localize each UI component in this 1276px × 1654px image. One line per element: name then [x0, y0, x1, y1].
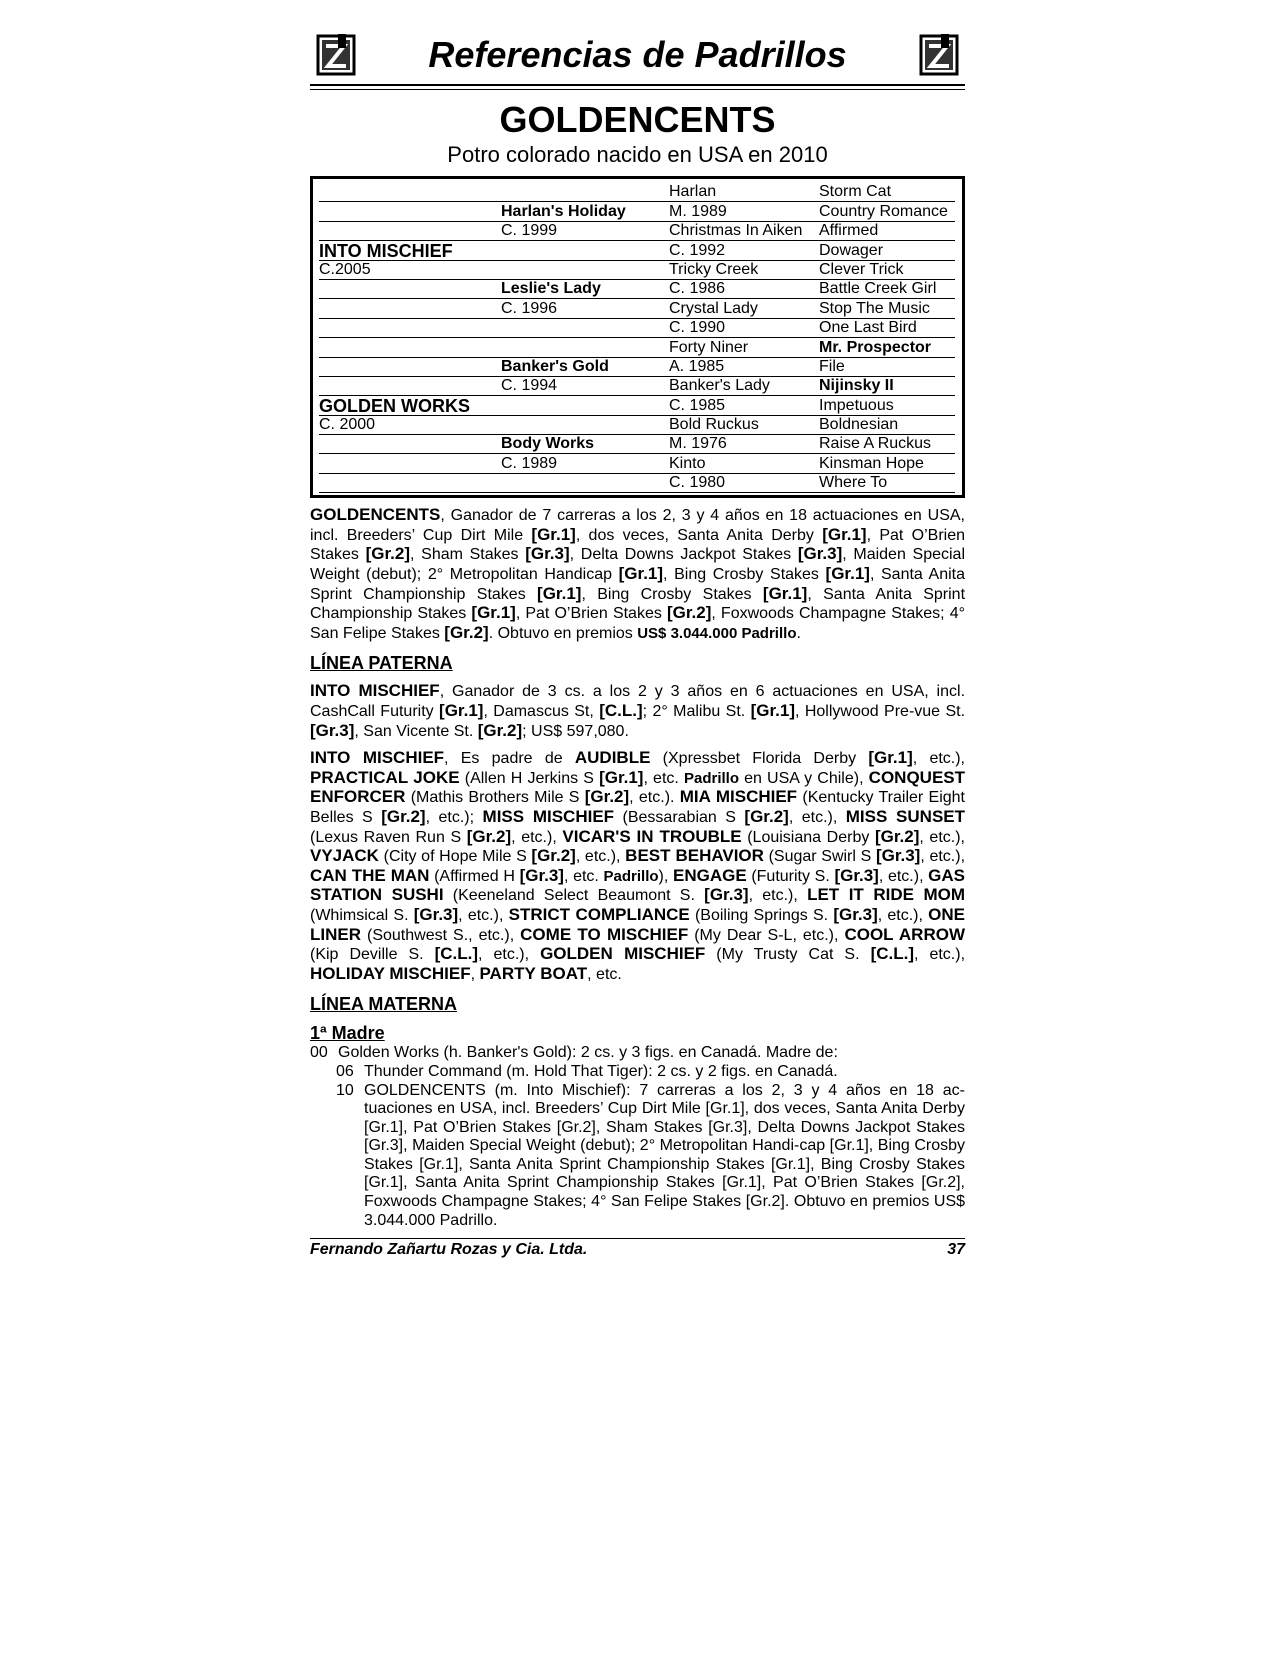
pedigree-cell: A. 1985: [669, 358, 819, 377]
text-run: , etc.),: [914, 946, 966, 964]
text-run: , Ganador de 3 cs. a los 2 y 3 años en 6 actuaciones en USA, incl. CashCall Futurity: [310, 683, 966, 720]
grade-badge: [Gr.1]: [722, 1174, 762, 1192]
grade-badge: [C.L.]: [870, 944, 914, 964]
grade-badge: [Gr.3]: [834, 865, 879, 885]
pedigree-cell: [319, 201, 501, 202]
first-dam-heading: 1ª Madre: [310, 1023, 385, 1044]
pedigree-cell: [319, 318, 501, 319]
pedigree-cell: C. 1994: [501, 377, 669, 396]
grade-badge: [Gr.1]: [868, 748, 913, 768]
pedigree-cell: C.2005: [319, 261, 501, 280]
text-run: en USA y Chile),: [738, 769, 869, 787]
section-heading-paterna: LÍNEA PATERNA: [310, 653, 453, 674]
horse-name-inline: VICAR'S IN TROUBLE: [562, 826, 742, 846]
page-title: Referencias de Padrillos: [428, 34, 847, 75]
text-run: (Boiling Springs S.: [689, 906, 834, 924]
dam-entry-text: [364, 1082, 965, 1231]
text-run: , Foxwoods Champagne Stakes; 4° San Felipe Stakes: [310, 605, 965, 642]
text-run: , etc.);: [425, 808, 483, 826]
text-run: (My Trusty Cat S.: [705, 946, 871, 964]
pedigree-row: [319, 261, 956, 280]
text-run: , dos veces, Santa Anita Derby: [744, 1100, 965, 1118]
foal-year-code: 00: [310, 1044, 328, 1062]
grade-badge: [Gr.2]: [666, 603, 712, 623]
grade-badge: [Gr.3]: [519, 865, 564, 885]
horse-name-inline: INTO MISCHIEF: [310, 748, 445, 768]
grade-badge: [Gr.3]: [708, 1118, 748, 1136]
pedigree-cell: Storm Cat: [819, 183, 955, 202]
pedigree-cell: Stop The Music: [819, 300, 955, 319]
grade-badge: [C.L.]: [434, 944, 479, 964]
pedigree-cell: INTO MISCHIEF: [319, 242, 501, 261]
text-run: (Sugar Swirl S: [763, 848, 876, 866]
pedigree-cell: Harlan: [669, 183, 819, 202]
pedigree-cell: M. 1989: [669, 203, 819, 222]
pedigree-cell: [501, 415, 669, 416]
text-run: . Obtuvo en premios: [488, 624, 638, 642]
text-run: , Santa Anita Sprint Championship Stakes: [458, 1155, 771, 1173]
text-run: (Lexus Raven Run S: [310, 828, 467, 846]
pedigree-row: [319, 319, 956, 338]
pedigree-cell: Bold Ruckus: [669, 416, 819, 435]
pedigree-cell: Leslie's Lady: [501, 280, 669, 299]
pedigree-row: [319, 241, 956, 260]
horse-name-inline: INTO MISCHIEF: [310, 681, 440, 701]
pedigree-cell: Raise A Ruckus: [819, 435, 955, 454]
pedigree-cell: Boldnesian: [819, 416, 955, 435]
text-run: , etc.),: [877, 906, 929, 924]
text-run: , etc.),: [788, 808, 846, 826]
horse-name-inline: MISS SUNSET: [845, 806, 966, 826]
dam-entry: [310, 1044, 965, 1063]
pedigree-row: [319, 280, 956, 299]
grade-badge: [Gr.1]: [537, 583, 582, 603]
text-run: Golden Works (h. Banker's Gold): 2 cs. y 3 figs. en Canadá. Madre de:: [338, 1044, 838, 1062]
text-run: , Delta Downs Jackpot Stakes: [569, 546, 798, 564]
pedigree-cell: Mr. Prospector: [819, 339, 955, 358]
grade-badge: [Gr.3]: [797, 544, 843, 564]
grade-badge: [Gr.1]: [750, 701, 796, 720]
text-run: , Es padre de: [444, 750, 575, 768]
grade-badge: [Gr.1]: [471, 603, 516, 623]
pedigree-cell: C. 1989: [501, 455, 669, 474]
text-run: (Whimsical S.: [310, 906, 414, 924]
grade-badge: [Gr.2]: [744, 806, 789, 826]
text-run: (Kip Deville S.: [310, 946, 435, 964]
pedigree-cell: C. 1990: [669, 319, 819, 338]
pedigree-row: [319, 202, 956, 221]
horse-name-inline: MIA MISCHIEF: [679, 787, 798, 807]
pedigree-cell: [319, 221, 501, 222]
horse-name-inline: GOLDEN MISCHIEF: [540, 944, 706, 964]
text-run: ; US$ 597,080.: [522, 722, 629, 740]
grade-badge: [Gr.1]: [705, 1100, 745, 1118]
grade-badge: [Gr.1]: [599, 767, 644, 787]
sire-progeny-paragraph: [310, 749, 965, 984]
pedigree-cell: Country Romance: [819, 203, 955, 222]
grade-badge: [Gr.2]: [365, 544, 411, 564]
text-run: (Bessarabian S: [614, 808, 745, 826]
text-run: , etc.),: [912, 750, 965, 768]
pedigree-cell: Forty Niner: [669, 339, 819, 358]
text-run: .: [796, 624, 801, 642]
grade-badge: [Gr.3]: [525, 544, 570, 564]
grade-badge: [Gr.2]: [381, 806, 426, 826]
horse-name-inline: HOLIDAY MISCHIEF: [310, 963, 471, 983]
text-run: , Pat O’Brien Stakes: [310, 526, 966, 564]
pedigree-table: [310, 176, 965, 498]
pedigree-cell: Kinto: [669, 455, 819, 474]
pedigree-cell: Harlan's Holiday: [501, 203, 669, 222]
horse-name-inline: PRACTICAL JOKE: [310, 767, 460, 787]
horse-name-inline: ENGAGE: [672, 865, 747, 885]
horse-name-inline: COOL ARROW: [844, 924, 965, 944]
pedigree-cell: C. 1986: [669, 280, 819, 299]
pedigree-cell: [319, 376, 501, 377]
grade-badge: [Gr.1]: [829, 1137, 869, 1155]
grade-badge: [Gr.3]: [704, 885, 749, 905]
grade-badge: [Gr.2]: [745, 1193, 785, 1211]
text-run: , Pat O’Brien Stakes: [761, 1174, 922, 1192]
horse-name-inline: GAS STATION SUSHI: [310, 865, 966, 905]
horse-name-inline: LET IT RIDE MOM: [807, 885, 966, 905]
text-run: (Louisiana Derby: [741, 828, 875, 846]
pedigree-cell: Tricky Creek: [669, 261, 819, 280]
text-run: , etc.).: [629, 789, 680, 807]
pedigree-cell: GOLDEN WORKS: [319, 397, 501, 416]
pedigree-cell: C. 1992: [669, 242, 819, 261]
horse-name-inline: AUDIBLE: [574, 748, 651, 768]
pedigree-cell: Nijinsky II: [819, 377, 955, 396]
foal-year-code: 10: [336, 1081, 354, 1099]
grade-badge: [C.L.]: [599, 701, 643, 720]
grade-badge: [Gr.1]: [825, 564, 870, 584]
pedigree-cell: Dowager: [819, 242, 955, 261]
text-run: (Affirmed H: [429, 867, 520, 885]
text-run: ),: [658, 867, 673, 885]
grade-badge: [Gr.2]: [444, 622, 489, 642]
grade-badge: [Gr.1]: [762, 583, 808, 603]
text-run: , Bing Crosby Stakes: [810, 1155, 966, 1173]
horse-description: Potro colorado nacido en USA en 2010: [447, 142, 828, 167]
grade-badge: [Gr.1]: [531, 524, 576, 544]
pedigree-cell: Christmas In Aiken: [669, 222, 819, 241]
text-run: , Sham Stakes: [595, 1118, 709, 1136]
text-run: (Mathis Brothers Mile S: [405, 789, 585, 807]
horse-name-inline: BEST BEHAVIOR: [625, 846, 764, 866]
text-run: , Pat O’Brien Stakes: [515, 605, 667, 623]
pedigree-cell: C. 2000: [319, 416, 501, 435]
grade-badge: [Gr.3]: [833, 904, 878, 924]
dam-entry: [310, 1082, 965, 1231]
text-run: , Maiden Special Weight (debut); 2° Metropolitan Handicap: [310, 546, 966, 584]
text-run: , etc.: [643, 769, 684, 787]
text-run: , etc.),: [478, 946, 541, 964]
text-run: , Bing Crosby Stakes: [581, 585, 763, 603]
text-run: , etc.),: [748, 887, 808, 905]
grade-badge: [Gr.1]: [770, 1155, 811, 1173]
text-run: Thunder Command (m. Hold That Tiger): 2 cs. y 2 figs. en Canadá.: [364, 1062, 838, 1080]
foal-year-code: 06: [336, 1062, 354, 1080]
grade-badge: [Gr.2]: [556, 1118, 596, 1136]
text-run: , Damascus St,: [483, 703, 600, 720]
horse-name-inline: CONQUEST ENFORCER: [310, 767, 966, 807]
text-run: (My Dear S-L, etc.),: [688, 926, 845, 944]
text-run: , Hollywood Pre-vue St.: [795, 703, 966, 720]
pedigree-cell: Where To: [819, 474, 955, 493]
emphasis-text: Padrillo: [603, 867, 659, 885]
pedigree-row: [319, 358, 956, 377]
dam-entry-text: [364, 1063, 965, 1082]
horse-name-inline: GOLDENCENTS: [364, 1081, 486, 1099]
text-run: , Santa Anita Sprint Championship Stakes: [310, 566, 966, 603]
footer-publisher: Fernando Zañartu Rozas y Cia. Ltda.: [310, 1241, 588, 1259]
text-run: . Obtuvo en premios: [784, 1193, 934, 1211]
text-run: , Sham Stakes: [410, 546, 526, 564]
pedigree-cell: C. 1980: [669, 474, 819, 493]
pedigree-row: [319, 377, 956, 396]
grade-badge: [Gr.3]: [310, 720, 355, 740]
text-run: , etc.),: [920, 848, 966, 866]
emphasis-text: Padrillo: [683, 769, 739, 787]
zr-monogram-logo-icon: [917, 32, 961, 78]
pedigree-row: [319, 454, 956, 473]
text-run: (City of Hope Mile S: [378, 848, 532, 866]
text-run: , etc.),: [458, 906, 509, 924]
pedigree-cell: [319, 492, 501, 493]
pedigree-row: [319, 396, 956, 415]
pedigree-row: [319, 183, 956, 202]
pedigree-cell: Banker's Gold: [501, 358, 669, 377]
grade-badge: [Gr.2]: [466, 826, 512, 846]
pedigree-cell: Body Works: [501, 435, 669, 454]
text-run: , Foxwoods Champagne Stakes; 4° San Felipe Stakes: [364, 1174, 965, 1211]
text-run: , etc.),: [511, 828, 563, 846]
grade-badge: [Gr.1]: [439, 701, 484, 720]
grade-badge: [Gr.3]: [364, 1137, 404, 1155]
pedigree-cell: [319, 357, 501, 358]
dam-entry-text: [338, 1044, 965, 1063]
sire-record-paragraph: [310, 682, 965, 741]
horse-name-inline: ONE LINER: [310, 904, 966, 944]
text-run: , etc.: [563, 867, 604, 885]
grade-badge: [Gr.1]: [419, 1155, 459, 1173]
text-run: (Allen H Jerkins S: [459, 769, 600, 787]
text-run: ,: [470, 965, 480, 983]
pedigree-row: [319, 474, 956, 493]
pedigree-row: [319, 299, 956, 318]
pedigree-cell: [501, 492, 669, 493]
emphasis-text: US$ 3.044.000 Padrillo: [364, 1193, 966, 1229]
pedigree-cell: Impetuous: [819, 397, 955, 416]
grade-badge: [Gr.2]: [531, 846, 576, 866]
pedigree-cell: Banker's Lady: [669, 377, 819, 396]
pedigree-cell: Battle Creek Girl: [819, 280, 955, 299]
text-run: , Ganador de 7 carreras a los 2, 3 y 4 años en 18 actuaciones en USA, incl. Breeders’ Cup Dirt Mile: [310, 507, 965, 544]
pedigree-cell: Affirmed: [819, 222, 955, 241]
grade-badge: [Gr.2]: [874, 826, 920, 846]
horse-name-inline: MISS MISCHIEF: [482, 806, 615, 826]
pedigree-cell: [319, 337, 501, 338]
text-run: , dos veces, Santa Anita Derby: [575, 526, 823, 544]
section-heading-materna: LÍNEA MATERNA: [310, 994, 457, 1015]
text-run: (Futurity S.: [746, 867, 835, 885]
text-run: ; 2° Malibu St.: [642, 703, 751, 720]
text-run: (Keeneland Select Beaumont S.: [443, 887, 705, 905]
text-run: , Santa Anita Sprint Championship Stakes: [403, 1174, 723, 1192]
text-run: , Santa Anita Sprint Championship Stakes: [310, 585, 966, 623]
text-run: , Bing Crosby Stakes: [364, 1137, 965, 1173]
text-run: , etc.),: [575, 848, 626, 866]
pedigree-row: [319, 416, 956, 435]
text-run: , Delta Downs Jackpot Stakes: [747, 1118, 965, 1136]
text-run: (Southwest S., etc.),: [361, 926, 521, 944]
text-run: , etc.),: [919, 828, 965, 846]
page-footer: [310, 1238, 965, 1259]
horse-name-inline: CAN THE MAN: [310, 865, 430, 885]
pedigree-row: [319, 338, 956, 357]
horse-name-inline: COME TO MISCHIEF: [520, 924, 689, 944]
dam-entry: [310, 1063, 965, 1082]
text-run: , Maiden Special Weight (debut); 2° Metropolitan Handi-cap: [403, 1137, 830, 1155]
grade-badge: [Gr.1]: [364, 1174, 404, 1192]
horse-name: GOLDENCENTS: [499, 99, 776, 140]
horse-name-inline: VYJACK: [310, 846, 379, 866]
text-run: , Pat O’Brien Stakes: [403, 1118, 557, 1136]
grade-badge: [Gr.2]: [477, 720, 523, 740]
text-run: , San Vicente St.: [354, 722, 478, 740]
grade-badge: [Gr.1]: [618, 564, 664, 584]
pedigree-cell: C. 1999: [501, 222, 669, 241]
text-run: , Bing Crosby Stakes: [663, 566, 826, 584]
grade-badge: [Gr.3]: [875, 846, 921, 866]
pedigree-cell: [501, 337, 669, 338]
pedigree-cell: [319, 473, 501, 474]
pedigree-row: [319, 222, 956, 241]
grade-badge: [Gr.1]: [364, 1118, 404, 1136]
text-run: , etc.),: [878, 867, 929, 885]
intro-paragraph: [310, 506, 965, 643]
emphasis-text: US$ 3.044.000 Padrillo: [637, 624, 797, 642]
pedigree-cell: [319, 453, 501, 454]
header-rule: [310, 89, 965, 90]
page-header: [310, 28, 965, 86]
text-run: (m. Into Mischief): 7 carreras a los 2, 3 y 4 años en 18 ac-tuaciones en USA, incl. Breeders’ Cup Dirt Mile: [364, 1081, 965, 1118]
pedigree-cell: [319, 298, 501, 299]
horse-name-inline: GOLDENCENTS: [310, 505, 441, 525]
pedigree-row: [319, 435, 956, 454]
text-run: , etc.: [587, 965, 622, 983]
horse-name-inline: PARTY BOAT: [479, 963, 588, 983]
text-run: .: [492, 1211, 498, 1229]
pedigree-cell: [501, 260, 669, 261]
document-page: [310, 28, 965, 1259]
dam-entries: [310, 1044, 965, 1230]
pedigree-cell: One Last Bird: [819, 319, 955, 338]
pedigree-cell: Crystal Lady: [669, 300, 819, 319]
grade-badge: [Gr.2]: [921, 1174, 961, 1192]
pedigree-cell: M. 1976: [669, 435, 819, 454]
grade-badge: [Gr.3]: [413, 904, 459, 924]
pedigree-cell: Kinsman Hope: [819, 455, 955, 474]
page-number: 37: [947, 1241, 965, 1259]
pedigree-cell: C. 1985: [669, 397, 819, 416]
text-run: (Xpressbet Florida Derby: [650, 750, 869, 768]
grade-badge: [Gr.1]: [822, 524, 867, 544]
pedigree-cell: C. 1996: [501, 300, 669, 319]
horse-name-inline: STRICT COMPLIANCE: [508, 904, 690, 924]
text-run: (Kentucky Trailer Eight Belles S: [310, 789, 965, 826]
pedigree-cell: Clever Trick: [819, 261, 955, 280]
pedigree-cell: File: [819, 358, 955, 377]
grade-badge: [Gr.2]: [584, 787, 630, 807]
